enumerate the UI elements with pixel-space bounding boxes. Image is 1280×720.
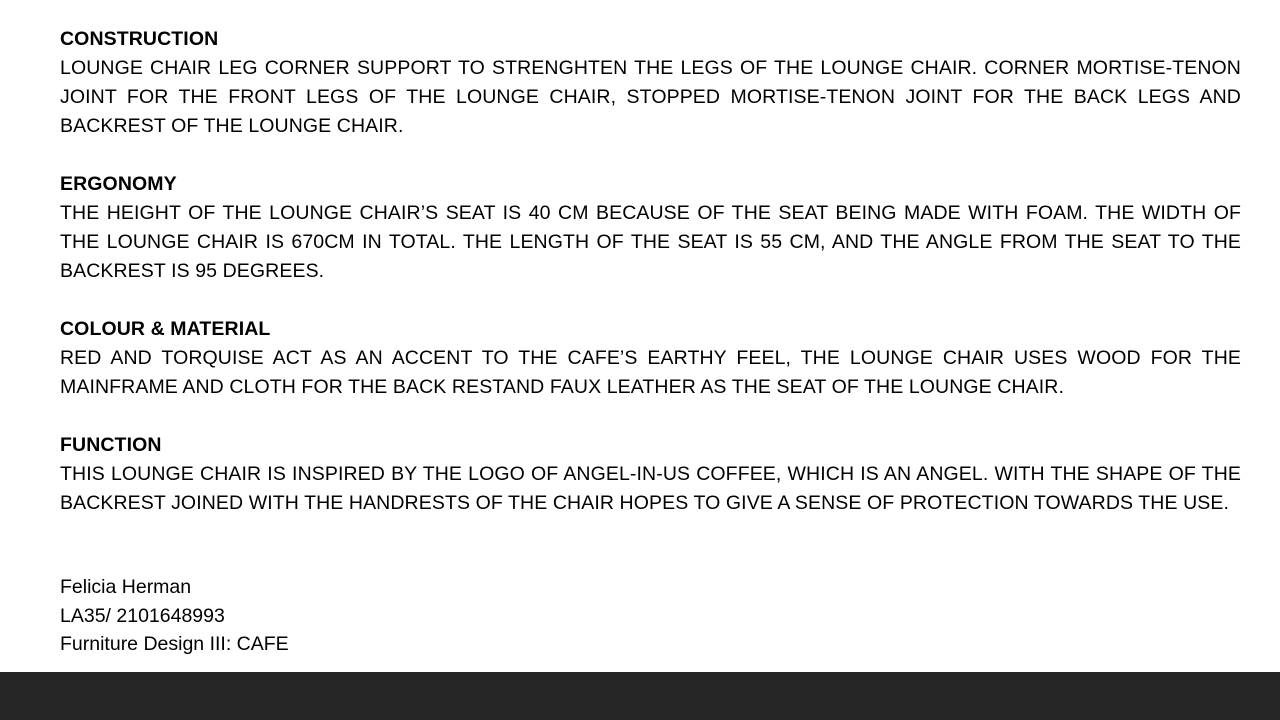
section-body: RED AND TORQUISE ACT AS AN ACCENT TO THE CAFE’S EARTHY FEEL, THE LOUNGE CHAIR USES WOOD FOR THE MAINFRAME AND CLOTH FOR THE BACK RESTAND FAUX LEATHER AS THE SEAT OF THE LOUNGE CHAIR.: [60, 347, 1241, 398]
section-body: THE HEIGHT OF THE LOUNGE CHAIR’S SEAT IS 40 CM BECAUSE OF THE SEAT BEING MADE WITH FOAM. THE WIDTH OF THE LOUNGE CHAIR IS 670CM IN TOTAL. THE LENGTH OF THE SEAT IS 55 CM, AND THE ANGLE FROM THE SEAT TO THE BACKREST IS 95 DEGREES.: [60, 202, 1241, 282]
section-heading: ERGONOMY: [60, 173, 177, 195]
author-block: [60, 573, 289, 659]
section-ergonomy: [60, 170, 1241, 286]
bottom-bar: [0, 672, 1280, 720]
section-heading: FUNCTION: [60, 434, 162, 456]
section-body: LOUNGE CHAIR LEG CORNER SUPPORT TO STRENGHTEN THE LEGS OF THE LOUNGE CHAIR. CORNER MORTISE-TENON JOINT FOR THE FRONT LEGS OF THE LOUNGE CHAIR, STOPPED MORTISE-TENON JOINT FOR THE BACK LEGS AND BACKREST OF THE LOUNGE CHAIR.: [60, 57, 1241, 137]
author-name: Felicia Herman: [60, 576, 192, 598]
description-content: [60, 25, 1241, 547]
section-heading: COLOUR & MATERIAL: [60, 318, 271, 340]
section-function: [60, 431, 1241, 518]
section-colour-material: [60, 315, 1241, 402]
section-body: THIS LOUNGE CHAIR IS INSPIRED BY THE LOGO OF ANGEL-IN-US COFFEE, WHICH IS AN ANGEL. WITH THE SHAPE OF THE BACKREST JOINED WITH THE HANDRESTS OF THE CHAIR HOPES TO GIVE A SENSE OF PROTECTION TOWARDS THE USE.: [60, 463, 1241, 514]
course-title: Furniture Design III: CAFE: [60, 633, 289, 655]
section-construction: [60, 25, 1241, 141]
student-id: LA35/ 2101648993: [60, 604, 225, 627]
section-heading: CONSTRUCTION: [60, 28, 219, 50]
